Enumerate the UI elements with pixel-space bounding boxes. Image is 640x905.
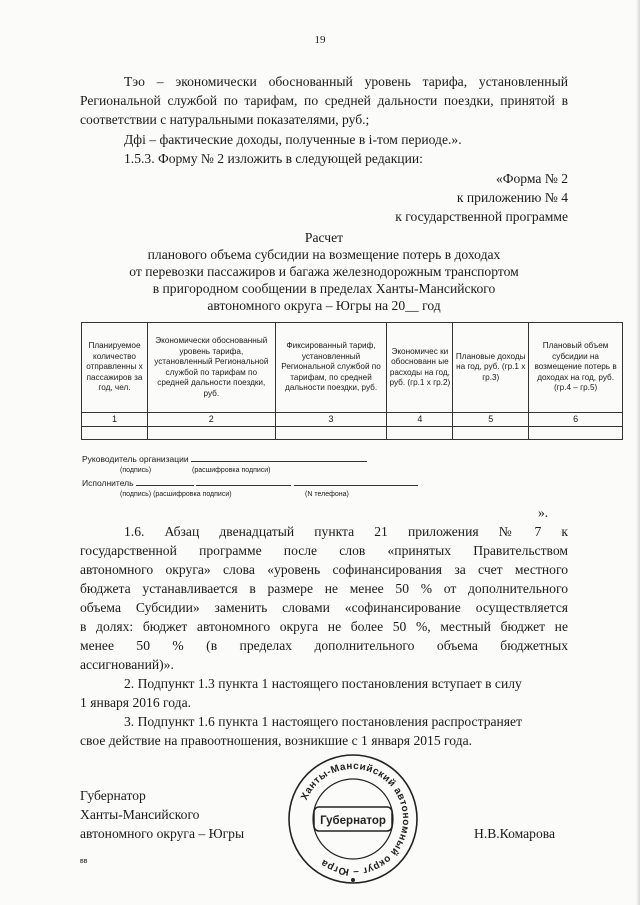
paragraph-3: 3. Подпункт 1.6 пункта 1 настоящего постановления распространяет свое действие на правоотношения, возникшие с 1 января 2015 года. xyxy=(80,714,523,748)
table-header-row xyxy=(82,323,623,413)
form-header-line3: к государственной программе xyxy=(395,209,568,224)
table-number-cell: 1 xyxy=(82,413,148,427)
paragraph-1-5-3: 1.5.3. Форму № 2 изложить в следующей редакции: xyxy=(124,151,423,166)
calc-title xyxy=(80,229,568,314)
form-header xyxy=(300,169,568,226)
governor-title: Губернатор Ханты-Мансийского автономного округа – Югры xyxy=(80,788,245,841)
head-sub-sign: (подпись) xyxy=(120,467,152,474)
seal-ring-text: Ханты-Мансийский автономный округ – Югра xyxy=(299,760,412,878)
table-header-cell: Экономичес ки обоснованн ые расходы на год, руб. (гр.1 х гр.2) xyxy=(387,323,453,413)
page-edge xyxy=(636,0,640,905)
table-header-cell: Плановые доходы на год, руб. (гр.1 х гр.3) xyxy=(453,323,529,413)
exec-sub: (подпись) (расшифровка подписи) xyxy=(120,491,232,498)
governor-seal xyxy=(286,752,420,886)
seal-graphic xyxy=(286,752,420,886)
exec-signature-line: Исполнитель xyxy=(82,477,418,488)
table-header-cell: Плановый объем субсидии на возмещение потерь в доходах на год, руб. (гр.4 – гр.5) xyxy=(529,323,623,413)
table-header-cell: Планируемое количество отправленны х пассажиров за год, чел. xyxy=(82,323,148,413)
paragraph-teo: Тэо – экономически обоснованный уровень тарифа, установленный Региональной службой по тарифам, по средней дальности поездки, принятой в соответствии с натуральными показателями, руб.; xyxy=(80,74,568,127)
head-signature-underline xyxy=(191,453,367,462)
paragraph-2: 2. Подпункт 1.3 пункта 1 настоящего постановления вступает в силу 1 января 2016 года. xyxy=(80,676,522,710)
head-sub-decode: (расшифровка подписи) xyxy=(192,467,271,474)
table-number-cell: 5 xyxy=(453,413,529,427)
table-number-cell: 3 xyxy=(275,413,387,427)
table-number-cell: 2 xyxy=(147,413,275,427)
title-line4: в пригородном сообщении в пределах Ханты-Мансийского xyxy=(152,281,496,296)
form-header-line2: к приложению № 4 xyxy=(456,190,568,205)
table-number-cell: 6 xyxy=(529,413,623,427)
head-signature-line: Руководитель организации xyxy=(82,453,367,464)
page-number: 19 xyxy=(314,34,326,46)
table-header-cell: Экономически обоснованный уровень тарифа, установленный Региональной службой по тарифам по средней дальности поездки, руб. xyxy=(147,323,275,413)
seal-center-text: Губернатор xyxy=(320,815,386,827)
footer-mark: вв xyxy=(80,858,88,865)
table-number-row xyxy=(82,413,623,427)
paragraph-dfi: Дфi – фактические доходы, полученные в i-том периоде.». xyxy=(124,132,462,147)
form-header-line1: «Форма № 2 xyxy=(495,171,568,186)
table-number-cell: 4 xyxy=(387,413,453,427)
title-line3: от перевозки пассажиров и багажа железнодорожным транспортом xyxy=(129,264,519,279)
exec-phone: (N телефона) xyxy=(305,491,349,498)
table-empty-row xyxy=(82,426,623,439)
subsidy-form-table xyxy=(81,322,623,440)
title-line1: Расчет xyxy=(304,230,344,245)
paragraph-1-6: 1.6. Абзац двенадцатый пункта 21 приложения № 7 к государственной программе после слов «принятых Правительством автономного округа» слова «уровень софинансирования за счет местного бюджета устанавливается в размере не менее 50 % от дополнительного объема Субсидии» заменить словами «софинансирование осуществляется в долях: бюджет автономного округа не более 50 %, местный бюджет не менее 50 % (в пределах дополнительного объема бюджетных ассигнований)». xyxy=(80,524,568,672)
title-line2: планового объема субсидии на возмещение потерь в доходах xyxy=(147,247,501,262)
governor-name: Н.В.Комарова xyxy=(474,826,556,841)
closing-quote: ». xyxy=(538,505,549,520)
table-header-cell: Фиксированный тариф, установленный Региональной службой по тарифам, по средней дальности поездки, руб. xyxy=(275,323,387,413)
title-line5: автономного округа – Югры на 20__ год xyxy=(207,298,441,313)
